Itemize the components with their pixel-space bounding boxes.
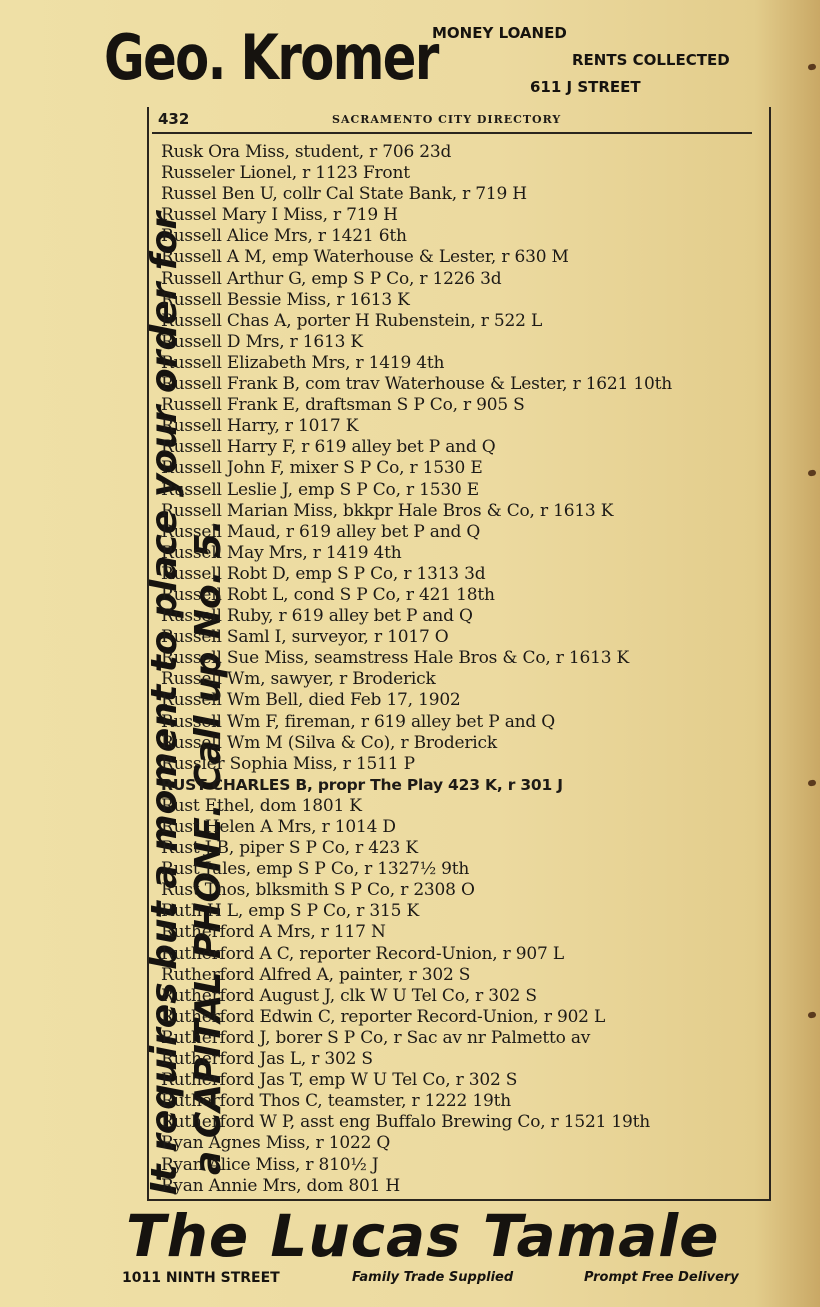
directory-entry: Russell Alice Mrs, r 1421 6th xyxy=(161,226,407,247)
directory-entry: Russel Ben U, collr Cal State Bank, r 719 H xyxy=(161,184,527,205)
directory-entry: Russell Sue Miss, seamstress Hale Bros & Co, r 1613 K xyxy=(161,648,630,669)
directory-entry: Russell Saml I, surveyor, r 1017 O xyxy=(161,627,449,648)
directory-entry: RUST CHARLES B, propr The Play 423 K, r 301 J xyxy=(161,775,563,794)
directory-entry: Russell Chas A, porter H Rubenstein, r 522 L xyxy=(161,310,543,331)
directory-entry: Russel Mary I Miss, r 719 H xyxy=(161,205,398,226)
page-title: SACRAMENTO CITY DIRECTORY xyxy=(332,113,562,126)
directory-entry: Russell Wm F, fireman, r 619 alley bet P and Q xyxy=(161,711,556,732)
directory-entry: Russell Frank E, draftsman S P Co, r 905 S xyxy=(161,395,525,416)
page-header xyxy=(152,106,752,134)
directory-entry: Russell Maud, r 619 alley bet P and Q xyxy=(161,521,481,542)
directory-entry: Rust Ethel, dom 1801 K xyxy=(161,795,362,816)
directory-entry: Rutherford Jas L, r 302 S xyxy=(161,1049,373,1070)
side-ad-line2: a CAPITAL PHONE. Call up No. 5. xyxy=(188,519,229,1175)
directory-entry: Rutherford J, borer S P Co, r Sac av nr Palmetto av xyxy=(161,1027,591,1048)
footer-ad-name: The Lucas Tamale xyxy=(126,1202,720,1270)
directory-entry: Ryan Agnes Miss, r 1022 Q xyxy=(161,1133,391,1154)
footer-ad-tagline-delivery: Prompt Free Delivery xyxy=(584,1270,739,1285)
directory-entry: Russell Elizabeth Mrs, r 1419 4th xyxy=(161,352,445,373)
directory-entries xyxy=(161,142,761,1197)
directory-entry: Rusk Ora Miss, student, r 706 23d xyxy=(161,142,452,162)
directory-entry: Russell John F, mixer S P Co, r 1530 E xyxy=(161,458,483,479)
directory-entry: Ruth H L, emp S P Co, r 315 K xyxy=(161,901,419,922)
header-ad-line-money: MONEY LOANED xyxy=(432,24,567,42)
directory-entry: Russell Wm Bell, died Feb 17, 1902 xyxy=(161,690,461,711)
directory-entry: Russell Robt L, cond S P Co, r 421 18th xyxy=(161,584,495,605)
directory-entry: Rust Jules, emp S P Co, r 1327½ 9th xyxy=(161,859,470,880)
directory-entry: Rutherford A Mrs, r 117 N xyxy=(161,922,386,943)
directory-entry: Rust J B, piper S P Co, r 423 K xyxy=(161,838,418,859)
footer-ad-address: 1011 NINTH STREET xyxy=(122,1270,280,1286)
header-ad-line-rents: RENTS COLLECTED xyxy=(572,51,730,69)
directory-entry: Russell Wm M (Silva & Co), r Broderick xyxy=(161,732,497,753)
header-ad-name: Geo. Kromer xyxy=(104,21,438,94)
directory-entry: Rutherford Edwin C, reporter Record-Union, r 902 L xyxy=(161,1006,606,1027)
directory-entry: Rutherford Jas T, emp W U Tel Co, r 302 S xyxy=(161,1070,518,1091)
directory-entry: Russell Arthur G, emp S P Co, r 1226 3d xyxy=(161,268,502,289)
directory-entry: Rutherford W P, asst eng Buffalo Brewing Co, r 1521 19th xyxy=(161,1112,651,1133)
directory-entry: Russler Sophia Miss, r 1511 P xyxy=(161,753,415,774)
header-ad-line-street: 611 J STREET xyxy=(530,78,641,96)
footer-ad-tagline-family: Family Trade Supplied xyxy=(352,1270,514,1285)
directory-entry: Russell Harry F, r 619 alley bet P and Q xyxy=(161,437,496,458)
directory-entry: Russell Bessie Miss, r 1613 K xyxy=(161,289,410,310)
directory-entry: Rutherford August J, clk W U Tel Co, r 302 S xyxy=(161,985,537,1006)
directory-entry: Rutherford A C, reporter Record-Union, r 907 L xyxy=(161,943,564,964)
directory-entry: Russell Marian Miss, bkkpr Hale Bros & Co, r 1613 K xyxy=(161,500,614,521)
directory-entry: Russell Wm, sawyer, r Broderick xyxy=(161,669,436,690)
directory-entry: Rutherford Alfred A, painter, r 302 S xyxy=(161,964,471,985)
directory-entry: Russell May Mrs, r 1419 4th xyxy=(161,542,402,563)
directory-entry: Russell Robt D, emp S P Co, r 1313 3d xyxy=(161,563,486,584)
side-ad-line1: It requires but a moment to place your order for xyxy=(144,211,185,1195)
directory-entry: Russeler Lionel, r 1123 Front xyxy=(161,163,410,184)
directory-entry: Russell Frank B, com trav Waterhouse & Lester, r 1621 10th xyxy=(161,374,672,395)
directory-entry: Russell A M, emp Waterhouse & Lester, r 630 M xyxy=(161,247,569,268)
directory-entry: Ryan Annie Mrs, dom 801 H xyxy=(161,1175,401,1196)
directory-entry: Rust Helen A Mrs, r 1014 D xyxy=(161,817,396,837)
directory-entry: Rutherford Thos C, teamster, r 1222 19th xyxy=(161,1091,511,1112)
directory-entry: Russell Leslie J, emp S P Co, r 1530 E xyxy=(161,479,479,500)
directory-entry: Ryan Alice Miss, r 810½ J xyxy=(161,1154,379,1175)
directory-entry: Russell Ruby, r 619 alley bet P and Q xyxy=(161,606,473,627)
directory-entry: Russell Harry, r 1017 K xyxy=(161,416,359,437)
directory-entry: Russell D Mrs, r 1613 K xyxy=(161,331,363,352)
page-number: 432 xyxy=(158,110,190,128)
directory-entry: Rust Thos, blksmith S P Co, r 2308 O xyxy=(161,880,475,901)
